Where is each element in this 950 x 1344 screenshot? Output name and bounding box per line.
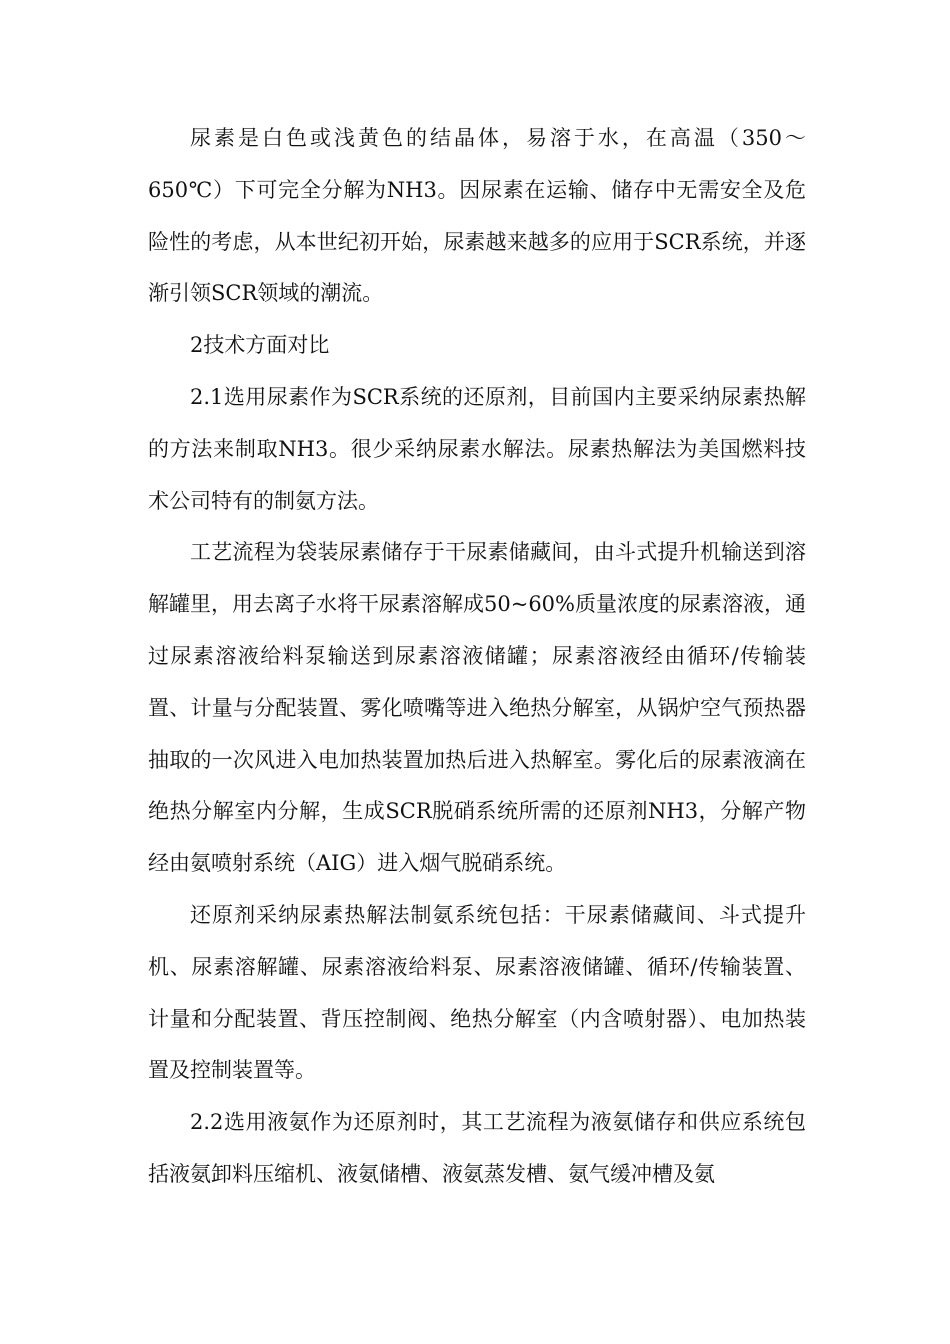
paragraph-process-flow: 工艺流程为袋装尿素储存于干尿素储藏间，由斗式提升机输送到溶解罐里，用去离子水将干尿素溶解成50~60%质量浓度的尿素溶液，通过尿素溶液给料泵输送到尿素溶液储罐；尿素溶液经由循环/传输装置、计量与分配装置、雾化喷嘴等进入绝热分解室，从锅炉空气预热器抽取的一次风进入电加热装置加热后进入热解室。雾化后的尿素液滴在绝热分解室内分解，生成SCR脱硝系统所需的还原剂NH3，分解产物经由氨喷射系统（AIG）进入烟气脱硝系统。 bbox=[148, 540, 807, 876]
paragraph-system-components: 还原剂采纳尿素热解法制氨系统包括：干尿素储藏间、斗式提升机、尿素溶解罐、尿素溶液给料泵、尿素溶液储罐、循环/传输装置、计量和分配装置、背压控制阀、绝热分解室（内含喷射器）、电加热装置及控制装置等。 bbox=[148, 902, 806, 1083]
paragraph-2-2-liquid-ammonia: 2.2选用液氨作为还原剂时，其工艺流程为液氨储存和供应系统包括液氨卸料压缩机、液氨储槽、液氨蒸发槽、氨气缓冲槽及氨 bbox=[148, 1110, 806, 1186]
paragraph-2-1-urea-reductant: 2.1选用尿素作为SCR系统的还原剂，目前国内主要采纳尿素热解的方法来制取NH3。很少采纳尿素水解法。尿素热解法为美国燃料技术公司特有的制氨方法。 bbox=[148, 384, 806, 513]
section-heading-technical-comparison: 2技术方面对比 bbox=[190, 333, 330, 358]
document-body bbox=[148, 113, 806, 1201]
paragraph-urea-properties: 尿素是白色或浅黄色的结晶体，易溶于水，在高温（350～650℃）下可完全分解为NH3。因尿素在运输、储存中无需安全及危险性的考虑，从本世纪初开始，尿素越来越多的应用于SCR系统，并逐渐引领SCR领域的潮流。 bbox=[148, 126, 806, 306]
